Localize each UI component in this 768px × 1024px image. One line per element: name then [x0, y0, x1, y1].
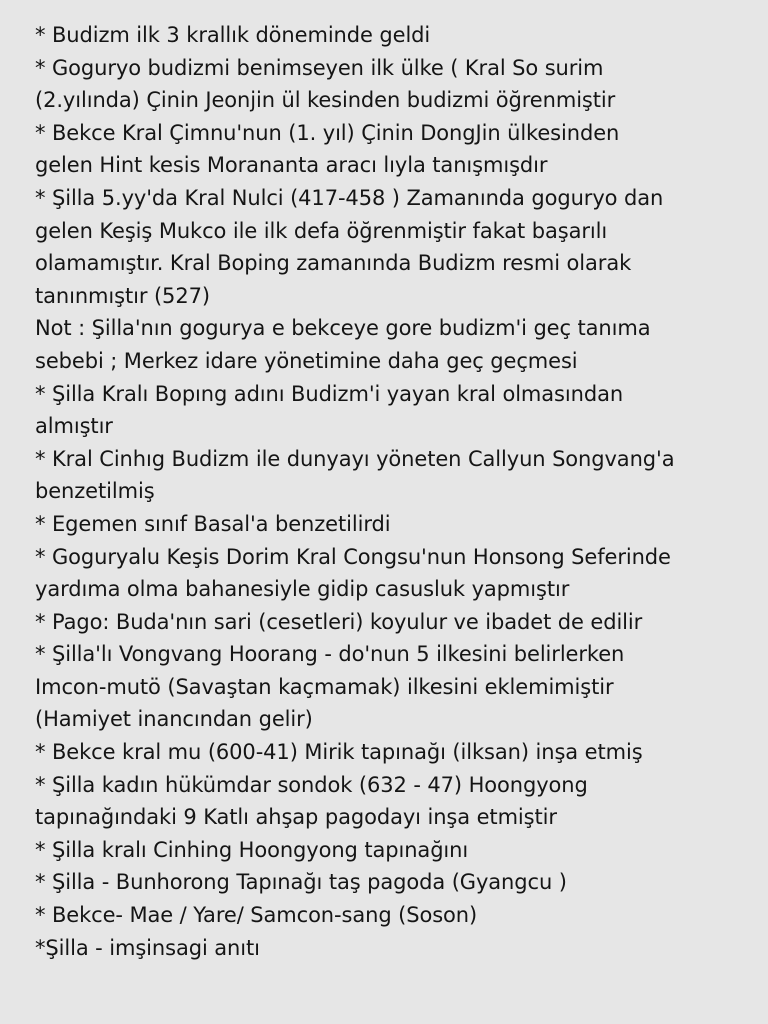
note-line: * Goguryo budizmi benimseyen ilk ülke ( Kral So surim — [35, 55, 604, 80]
note-line: Not : Şilla'nın gogurya e bekceye gore budizm'i geç tanıma — [35, 316, 651, 341]
note-line: * Şilla - Bunhorong Tapınağı taş pagoda (Gyangcu ) — [35, 870, 567, 895]
note-line: * Şilla kralı Cinhing Hoongyong tapınağını — [35, 837, 469, 862]
note-line: tapınağındaki 9 Katlı ahşap pagodayı inşa etmiştir — [35, 805, 557, 830]
note-line: Imcon-mutö (Savaştan kaçmamak) ilkesini eklemimiştir — [35, 674, 614, 699]
note-line: * Kral Cinhıg Budizm ile dunyayı yöneten Callyun Songvang'a — [35, 446, 675, 471]
note-line: benzetilmiş — [35, 479, 155, 504]
note-line: yardıma olma bahanesiyle gidip casusluk yapmıştır — [35, 577, 570, 602]
note-line: * Egemen sınıf Basal'a benzetilirdi — [35, 511, 391, 536]
note-line: * Şilla Kralı Bopıng adını Budizm'i yayan kral olmasından — [35, 381, 624, 406]
note-line: olamamıştır. Kral Boping zamanında Budizm resmi olarak — [35, 251, 632, 276]
note-line: *Şilla - imşinsagi anıtı — [35, 935, 260, 960]
note-line: * Şilla 5.yy'da Kral Nulci (417-458 ) Zamanında goguryo dan — [35, 185, 664, 210]
note-line: * Goguryalu Keşis Dorim Kral Congsu'nun Honsong Seferinde — [35, 544, 671, 569]
note-line: * Bekce kral mu (600-41) Mirik tapınağı (ilksan) inşa etmiş — [35, 740, 643, 765]
note-line: tanınmıştır (527) — [35, 283, 210, 308]
note-line: gelen Hint kesis Morananta aracı lıyla tanışmışdır — [35, 153, 548, 178]
note-line: (2.yılında) Çinin Jeonjin ül kesinden budizmi öğrenmiştir — [35, 88, 616, 113]
note-line: * Bekce Kral Çimnu'nun (1. yıl) Çinin DongJin ülkesinden — [35, 120, 620, 145]
note-line: * Bekce- Mae / Yare/ Samcon-sang (Soson) — [35, 903, 478, 928]
note-line: (Hamiyet inancından gelir) — [35, 707, 313, 732]
note-line: * Şilla'lı Vongvang Hoorang - do'nun 5 ilkesini belirlerken — [35, 642, 625, 667]
note-line: * Budizm ilk 3 krallık döneminde geldi — [35, 23, 431, 47]
note-line: gelen Keşiş Mukco ile ilk defa öğrenmiştir fakat başarılı — [35, 218, 608, 243]
note-line: sebebi ; Merkez idare yönetimine daha geç geçmesi — [35, 348, 578, 373]
note-line: * Pago: Buda'nın sari (cesetleri) koyulur ve ibadet de edilir — [35, 609, 643, 634]
note-line: * Şilla kadın hükümdar sondok (632 - 47) Hoongyong — [35, 772, 588, 797]
note-line: almıştır — [35, 414, 113, 439]
